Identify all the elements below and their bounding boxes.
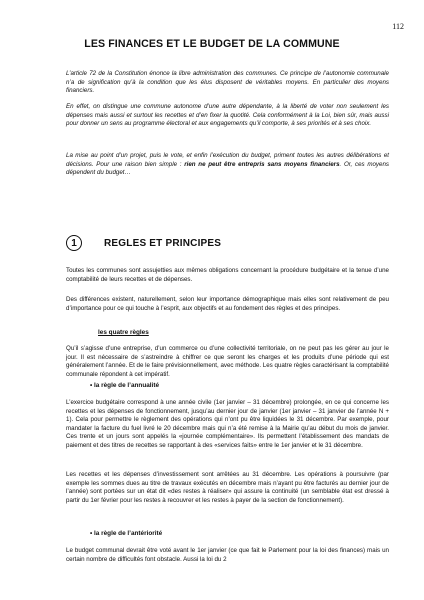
body-paragraph-4: L’exercice budgétaire correspond à une année civile (1er janvier – 31 décembre) prolongée, en ce qui concerne les recettes et les dépenses de fonctionnement, jusqu’au dernier jour de janvier (1er janvier – 31 janvier de l’année N + 1). Cela pour permettre le règlement des opérations qui n’ont pu être liquidées le 31 décembre. Par exemple, pour mandater la facture du fuel livré le 20 décembre mais qui n’a été remise à la Mairie qu’au début du mois de janvier. Ces trente et un jours sont appelés la «journée complémentaire». Ils permettent l’établissement des mandats de paiement et des titres de recettes se rapportant à des «services faits» entre le 1er janvier et le 31 décembre. (66, 399, 389, 449)
intro-paragraph-3 (66, 152, 389, 178)
page-title: LES FINANCES ET LE BUDGET DE LA COMMUNE (84, 38, 340, 50)
subheading-quatre-regles: les quatre règles (98, 329, 149, 336)
body-paragraph-6: Le budget communal devrait être voté avant le 1er janvier (ce que fait le Parlement pour la loi des finances) mais un certain nombre de difficultés font obstacle. Aussi la loi du 2 (66, 547, 389, 563)
intro-p3-bold: rien ne peut être entrepris sans moyens financiers (184, 160, 340, 168)
intro-p3-end: . Or, ces moyens dépendent du budget… (66, 160, 389, 177)
section-heading (66, 233, 221, 253)
intro-p3-text: La mise au point d’un projet, puis le vote, et enfin l’exécution du budget, priment toutes les autres délibérations et décisions. Pour une raison bien simple : (66, 152, 389, 168)
rule-anteriorite: • la règle de l’antériorité (90, 530, 163, 537)
intro-paragraph-2: En effet, on distingue une commune autonome d’une autre dépendante, à la liberté de voter non seulement les dépenses mais aussi et surtout les recettes et d’en fixer la quotité. Cela conformément à la Loi, bien sûr, mais aussi pour donner un sens au programme électoral et aux engagements qu’il comporte, à ses priorités et à ses choix. (66, 103, 389, 128)
body-paragraph-2: Des différences existent, naturellement, selon leur importance démographique mais elles sont relativement de peu d’importance pour ce qui touche à l’esprit, aux objectifs et au fondement des règles et des principes. (66, 296, 389, 312)
body-paragraph-5: Les recettes et les dépenses d’investissement sont arrêtées au 31 décembre. Les opérations à poursuivre (par exemple les sommes dues au titre de travaux exécutés en décembre mais n’ayant pu être facturés au dernier jour de l’année) sont portées sur un état dit «des restes à réaliser» qui assure la continuité (un semblable état est dressé à partir du 1er février pour les restes à recouvrer et les restes à payer de la section de fonctionnement). (66, 471, 389, 504)
page-number: 112 (392, 22, 404, 31)
rule-annualite: • la règle de l’annualité (90, 382, 160, 389)
body-paragraph-1: Toutes les communes sont assujetties aux mêmes obligations concernant la procédure budgétaire et la tenue d’une comptabilité de leurs recettes et de dépenses. (66, 267, 389, 283)
section-title: REGLES ET PRINCIPES (104, 237, 222, 249)
intro-paragraph-1: L’article 72 de la Constitution énonce la libre administration des communes. Ce principe de l’autonomie communale n’a de signification qu’à la condition que les élus disposent de véritables moyens. En particulier des moyens financiers. (66, 70, 389, 95)
section-number-icon: 1 (66, 235, 82, 251)
body-paragraph-3: Qu’il s’agisse d’une entreprise, d’un commerce ou d’une collectivité territoriale, on ne peut pas les gérer au jour le jour. Il est nécessaire de s’astreindre à chiffrer ce que seront les charges et les produits d’une période qui est généralement l’année. Et de le faire prévisionnellement, avec méthode. Les quatre règles caractérisant la comptabilité communale répondent à cet impératif. (66, 345, 389, 378)
